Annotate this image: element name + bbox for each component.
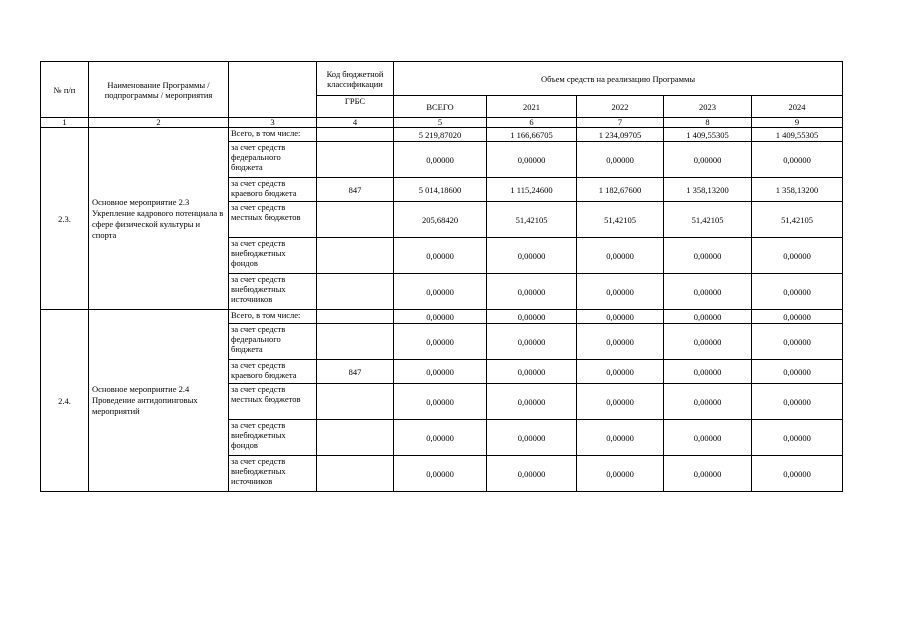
total-value: 205,68420 [394,202,487,238]
grbs-code [317,238,394,274]
year-value: 0,00000 [752,360,843,384]
total-value: 0,00000 [394,384,487,420]
grbs-code [317,142,394,178]
year-value: 0,00000 [487,456,577,492]
year-value: 0,00000 [487,310,577,324]
year-value: 0,00000 [487,384,577,420]
grbs-code [317,324,394,360]
column-index: 4 [317,118,394,128]
header-year: 2023 [664,96,752,118]
group-number: 2.4. [41,310,89,492]
year-value: 1 182,67600 [577,178,664,202]
year-value: 0,00000 [752,420,843,456]
funding-source: за счет средств федерального бюджета [229,324,317,360]
column-index: 2 [89,118,229,128]
funding-source: за счет средств местных бюджетов [229,202,317,238]
header-year: 2022 [577,96,664,118]
year-value: 0,00000 [487,324,577,360]
year-value: 0,00000 [664,324,752,360]
funding-source: Всего, в том числе: [229,128,317,142]
header-code: Код бюджетной классификации [317,62,394,96]
group-number: 2.3. [41,128,89,310]
total-value: 0,00000 [394,360,487,384]
funding-source: за счет средств местных бюджетов [229,384,317,420]
column-index: 5 [394,118,487,128]
year-value: 1 115,24600 [487,178,577,202]
year-value: 0,00000 [664,456,752,492]
header-total: ВСЕГО [394,96,487,118]
total-value: 0,00000 [394,142,487,178]
year-value: 1 358,13200 [752,178,843,202]
year-value: 0,00000 [752,142,843,178]
year-value: 0,00000 [664,142,752,178]
column-index: 1 [41,118,89,128]
header-year: 2024 [752,96,843,118]
total-value: 0,00000 [394,274,487,310]
header-source [229,62,317,118]
column-index: 6 [487,118,577,128]
column-index: 9 [752,118,843,128]
year-value: 0,00000 [664,310,752,324]
table-body [41,62,843,492]
year-value: 0,00000 [487,142,577,178]
year-value: 51,42105 [487,202,577,238]
year-value: 51,42105 [577,202,664,238]
funding-source: за счет средств внебюджетных источников [229,456,317,492]
funding-source: за счет средств краевого бюджета [229,360,317,384]
year-value: 0,00000 [577,456,664,492]
year-value: 0,00000 [577,142,664,178]
grbs-code: 847 [317,178,394,202]
column-index: 8 [664,118,752,128]
header-grbs: ГРБС [317,96,394,118]
year-value: 0,00000 [487,274,577,310]
year-value: 51,42105 [664,202,752,238]
year-value: 1 234,09705 [577,128,664,142]
column-index-row [41,118,843,128]
group-name: Основное мероприятие 2.4 Проведение антидопинговых мероприятий [89,310,229,492]
budget-table [40,61,843,492]
year-value: 0,00000 [664,384,752,420]
year-value: 0,00000 [577,360,664,384]
grbs-code [317,128,394,142]
funding-source: за счет средств внебюджетных источников [229,274,317,310]
grbs-code [317,420,394,456]
funding-source: Всего, в том числе: [229,310,317,324]
total-value: 0,00000 [394,420,487,456]
funding-source: за счет средств внебюджетных фондов [229,420,317,456]
grbs-code [317,202,394,238]
year-value: 0,00000 [752,324,843,360]
grbs-code [317,274,394,310]
year-value: 1 358,13200 [664,178,752,202]
year-value: 0,00000 [577,274,664,310]
funding-source: за счет средств внебюджетных фондов [229,238,317,274]
year-value: 0,00000 [487,238,577,274]
year-value: 51,42105 [752,202,843,238]
year-value: 0,00000 [752,274,843,310]
year-value: 1 409,55305 [664,128,752,142]
year-value: 0,00000 [487,420,577,456]
grbs-code: 847 [317,360,394,384]
grbs-code [317,310,394,324]
total-value: 0,00000 [394,456,487,492]
column-index: 3 [229,118,317,128]
total-value: 0,00000 [394,324,487,360]
year-value: 0,00000 [487,360,577,384]
total-value: 5 219,87020 [394,128,487,142]
year-value: 1 166,66705 [487,128,577,142]
grbs-code [317,456,394,492]
header-row-1 [41,62,843,96]
header-volume: Объем средств на реализацию Программы [394,62,843,96]
table-row [41,128,843,142]
year-value: 0,00000 [752,238,843,274]
year-value: 0,00000 [664,420,752,456]
year-value: 0,00000 [752,310,843,324]
column-index: 7 [577,118,664,128]
year-value: 0,00000 [664,274,752,310]
year-value: 0,00000 [577,310,664,324]
year-value: 0,00000 [577,384,664,420]
funding-source: за счет средств краевого бюджета [229,178,317,202]
year-value: 1 409,55305 [752,128,843,142]
header-num: № п/п [41,62,89,118]
header-name: Наименование Программы / подпрограммы / мероприятия [89,62,229,118]
total-value: 0,00000 [394,310,487,324]
year-value: 0,00000 [664,360,752,384]
header-year: 2021 [487,96,577,118]
table-row [41,310,843,324]
year-value: 0,00000 [752,384,843,420]
total-value: 5 014,18600 [394,178,487,202]
year-value: 0,00000 [577,238,664,274]
year-value: 0,00000 [752,456,843,492]
total-value: 0,00000 [394,238,487,274]
group-name: Основное мероприятие 2.3 Укрепление кадрового потенциала в сфере физической культуры и спорта [89,128,229,310]
grbs-code [317,384,394,420]
year-value: 0,00000 [664,238,752,274]
year-value: 0,00000 [577,420,664,456]
funding-source: за счет средств федерального бюджета [229,142,317,178]
year-value: 0,00000 [577,324,664,360]
